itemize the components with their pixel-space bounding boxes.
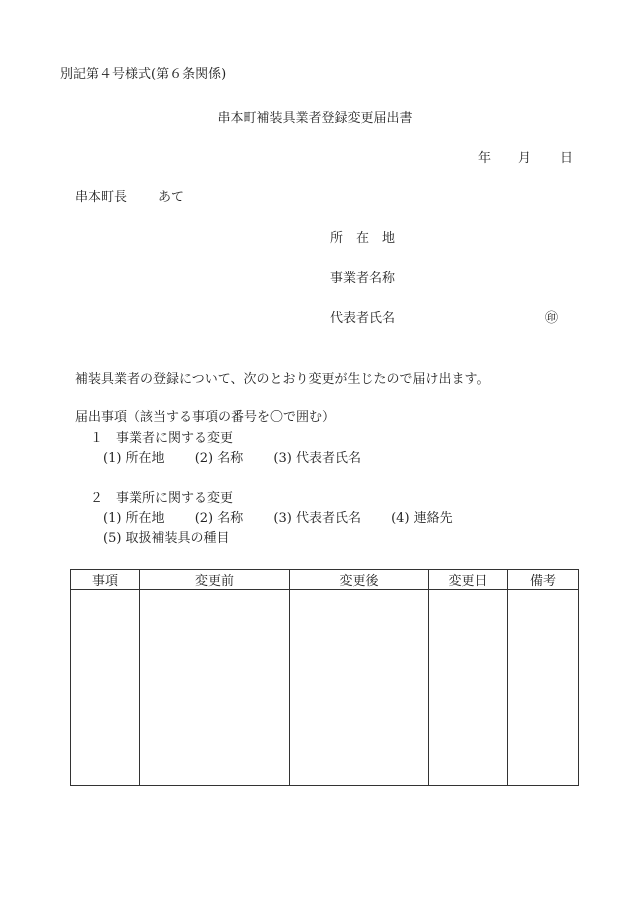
date-month-label: 月 (518, 151, 532, 166)
form-number: 別記第４号様式(第６条関係) (60, 67, 227, 82)
applicant-business-name-label: 事業者名称 (330, 271, 396, 286)
table-cell-remarks[interactable] (508, 590, 579, 786)
table-header-change-date: 変更日 (429, 570, 508, 590)
seal-mark: ㊞ (545, 311, 559, 326)
option-office-name: (2) 名称 (194, 511, 244, 526)
table-header-item: 事項 (71, 570, 140, 590)
group-options-office (103, 511, 453, 527)
table-header-after: 変更後 (290, 570, 429, 590)
option-office-representative: (3) 代表者氏名 (273, 511, 361, 526)
option-operator-address: (1) 所在地 (103, 451, 165, 466)
option-operator-name: (2) 名称 (194, 451, 244, 466)
table-row (71, 590, 579, 786)
group-options-office-extra (103, 531, 230, 547)
change-table (70, 569, 579, 786)
table-cell-after[interactable] (290, 590, 429, 786)
date-year-label: 年 (478, 151, 492, 166)
applicant-representative-label: 代表者氏名 (330, 311, 396, 326)
addressee-name: 串本町長 (75, 190, 128, 205)
items-heading: 届出事項（該当する事項の番号を〇で囲む） (75, 410, 336, 425)
group-options-operator (103, 451, 361, 467)
option-office-address: (1) 所在地 (103, 511, 165, 526)
table-header-remarks: 備考 (508, 570, 579, 590)
table-cell-item[interactable] (71, 590, 140, 786)
option-office-device-types: (5) 取扱補装具の種目 (103, 531, 230, 546)
option-office-contact: (4) 連絡先 (391, 511, 453, 526)
option-operator-representative: (3) 代表者氏名 (273, 451, 361, 466)
table-cell-change-date[interactable] (429, 590, 508, 786)
group-title-office: ２ 事業所に関する変更 (90, 491, 234, 506)
table-header-before: 変更前 (140, 570, 290, 590)
applicant-address-label: 所 在 地 (330, 231, 396, 246)
document-title: 串本町補装具業者登録変更届出書 (217, 111, 413, 126)
group-title-operator: １ 事業者に関する変更 (90, 431, 234, 446)
table-header-row (71, 570, 579, 590)
table-cell-before[interactable] (140, 590, 290, 786)
notice-text: 補装具業者の登録について、次のとおり変更が生じたので届け出ます。 (75, 372, 490, 387)
date-day-label: 日 (560, 151, 574, 166)
addressee-suffix: あて (158, 190, 185, 205)
